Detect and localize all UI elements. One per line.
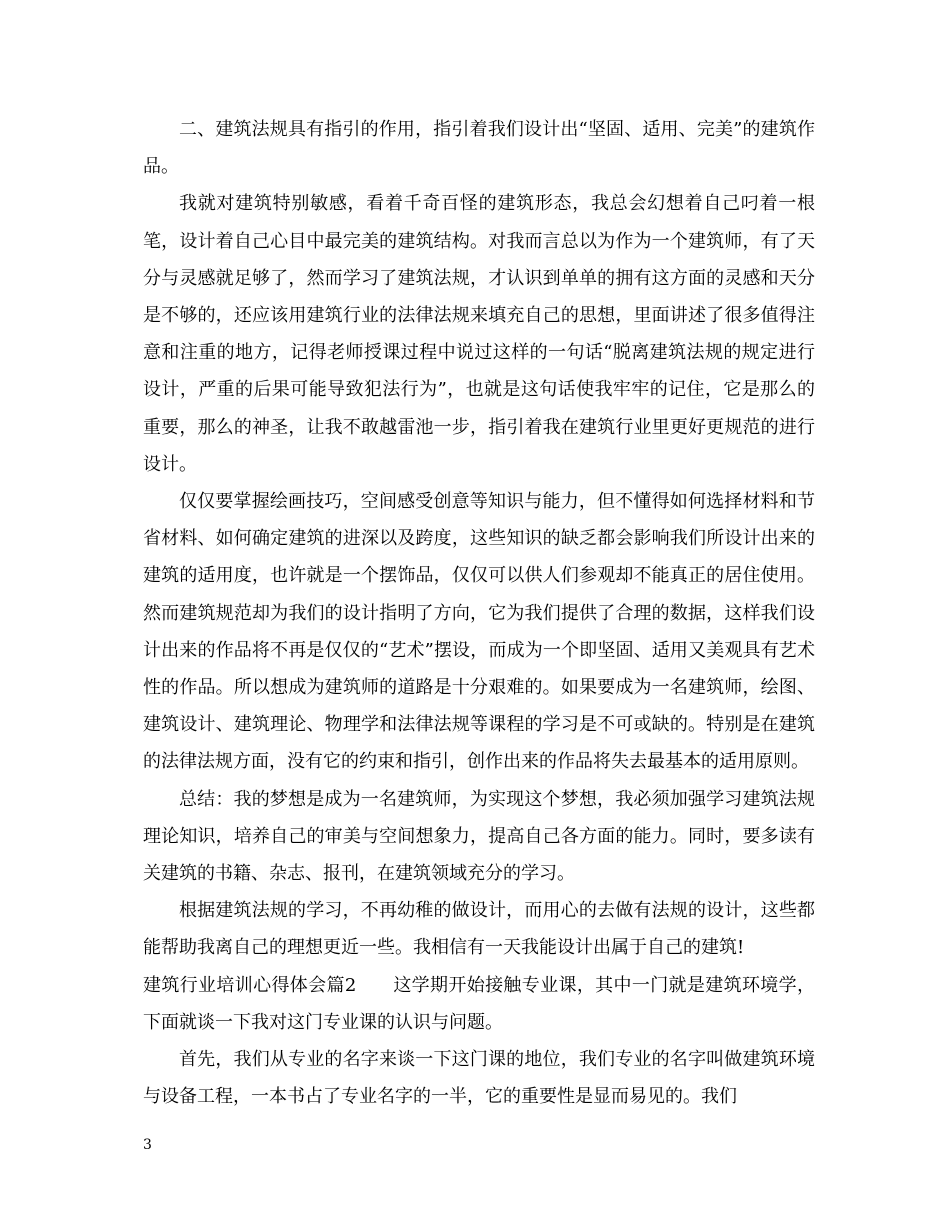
paragraph-3: 仅仅要掌握绘画技巧，空间感受创意等知识与能力，但不懂得如何选择材料和节省材料、如何确定建筑的进深以及跨度，这些知识的缺乏都会影响我们所设计出来的建筑的适用度，也许就是一个摆饰品，仅仅可以供人们参观却不能真正的居住使用。然而建筑规范却为我们的设计指明了方向，它为我们提供了合理的数据，这样我们设计出来的作品将不再是仅仅的“艺术”摆设，而成为一个即坚固、适用又美观具有艺术性的作品。所以想成为建筑师的道路是十分艰难的。如果要成为一名建筑师，绘图、建筑设计、建筑理论、物理学和法律法规等课程的学习是不可或缺的。特别是在建筑的法律法规方面，没有它的约束和指引，创作出来的作品将失去最基本的适用原则。 [143, 491, 815, 773]
paragraph-4: 总结：我的梦想是成为一名建筑师，为实现这个梦想，我必须加强学习建筑法规理论知识，培养自己的审美与空间想象力，提高自己各方面的能力。同时，要多读有关建筑的书籍、杂志、报刊，在建筑领域充分的学习。 [143, 788, 815, 885]
document-body [143, 111, 815, 1115]
paragraph-2: 我就对建筑特别敏感，看着千奇百怪的建筑形态，我总会幻想着自己叼着一根笔，设计着自己心目中最完美的建筑结构。对我而言总以为作为一个建筑师，有了天分与灵感就足够了，然而学习了建筑法规，才认识到单单的拥有这方面的灵感和天分是不够的，还应该用建筑行业的法律法规来填充自己的思想，里面讲述了很多值得注意和注重的地方，记得老师授课过程中说过这样的一句话“脱离建筑法规的规定进行设计，严重的后果可能导致犯法行为”，也就是这句话使我牢牢的记住，它是那么的重要，那么的神圣，让我不敢越雷池一步，指引着我在建筑行业里更好更规范的进行设计。 [143, 193, 815, 475]
page-number: 3 [143, 1137, 152, 1153]
paragraph-1: 二、建筑法规具有指引的作用，指引着我们设计出“坚固、适用、完美”的建筑作品。 [143, 119, 815, 178]
paragraph-6-section-heading: 建筑行业培训心得体会篇2 这学期开始接触专业课，其中一门就是建筑环境学，下面就谈一下我对这门专业课的认识与问题。 [143, 974, 815, 1033]
paragraph-7: 首先，我们从专业的名字来谈一下这门课的地位，我们专业的名字叫做建筑环境与设备工程，一本书占了专业名字的一半，它的重要性是显而易见的。我们 [143, 1049, 815, 1108]
paragraph-5: 根据建筑法规的学习，不再幼稚的做设计，而用心的去做有法规的设计，这些都能帮助我离自己的理想更近一些。我相信有一天我能设计出属于自己的建筑! [143, 900, 815, 959]
